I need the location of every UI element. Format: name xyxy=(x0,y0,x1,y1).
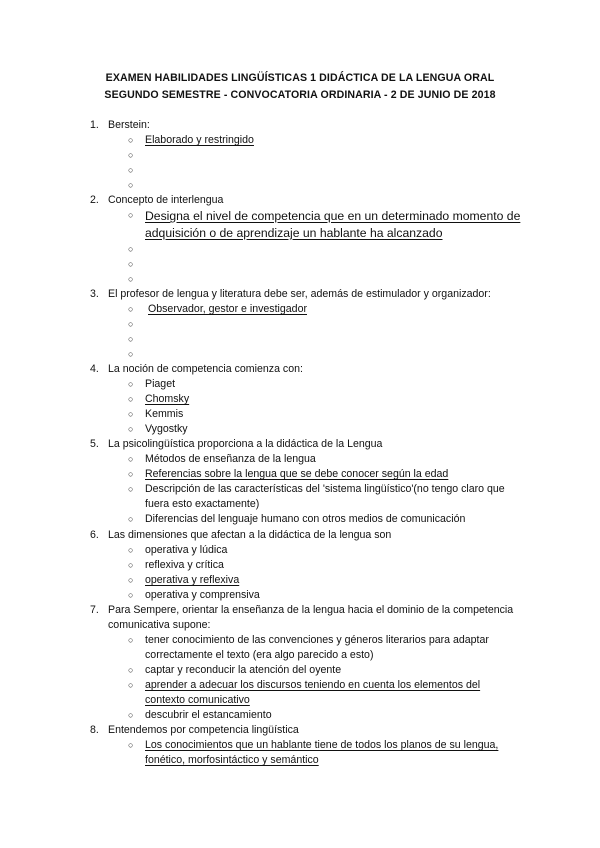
bullet-icon: ○ xyxy=(128,740,134,750)
option-text: Los conocimientos que un hablante tiene de todos los planos de su lengua, fonético, morfosintáctico y semántico xyxy=(145,739,499,766)
bullet-icon: ○ xyxy=(128,165,134,175)
question-text: La psicolingüística proporciona a la didáctica de la Lengua xyxy=(108,438,383,450)
question-number: 8. xyxy=(90,724,99,736)
exam-subtitle: SEGUNDO SEMESTRE - CONVOCATORIA ORDINARIA - 2 DE JUNIO DE 2018 xyxy=(104,89,496,101)
bullet-icon: ○ xyxy=(128,424,134,434)
question-text: El profesor de lengua y literatura debe ser, además de estimulador y organizador: xyxy=(108,288,491,300)
option-text: Descripción de las características del 'sistema lingüístico'(no tengo claro que fuera esto exactamente) xyxy=(145,483,505,510)
bullet-icon: ○ xyxy=(128,274,134,284)
question-text: Berstein: xyxy=(108,119,150,131)
bullet-icon: ○ xyxy=(128,379,134,389)
option-text: Observador, gestor e investigador xyxy=(148,303,307,315)
bullet-icon: ○ xyxy=(128,680,134,690)
question-text: Concepto de interlengua xyxy=(108,194,224,206)
option-text: operativa y comprensiva xyxy=(145,589,260,601)
bullet-icon: ○ xyxy=(128,210,134,220)
option-text: Métodos de enseñanza de la lengua xyxy=(145,453,316,465)
bullet-icon: ○ xyxy=(128,545,134,555)
bullet-icon: ○ xyxy=(128,319,134,329)
bullet-icon: ○ xyxy=(128,710,134,720)
bullet-icon: ○ xyxy=(128,409,134,419)
option-text: reflexiva y crítica xyxy=(145,559,224,571)
option-text: Elaborado y restringido xyxy=(145,134,254,146)
option-text: Referencias sobre la lengua que se debe conocer según la edad xyxy=(145,468,449,480)
option-text: Vygostky xyxy=(145,423,188,435)
bullet-icon: ○ xyxy=(128,304,134,314)
bullet-icon: ○ xyxy=(128,665,134,675)
bullet-icon: ○ xyxy=(128,560,134,570)
question-text: Para Sempere, orientar la enseñanza de la lengua hacia el dominio de la competencia comunicativa supone: xyxy=(108,604,514,631)
bullet-icon: ○ xyxy=(128,180,134,190)
question-number: 4. xyxy=(90,363,99,375)
question-number: 7. xyxy=(90,604,99,616)
bullet-icon: ○ xyxy=(128,244,134,254)
bullet-icon: ○ xyxy=(128,635,134,645)
option-text: captar y reconducir la atención del oyente xyxy=(145,664,342,676)
bullet-icon: ○ xyxy=(128,575,134,585)
bullet-icon: ○ xyxy=(128,590,134,600)
option-text: Kemmis xyxy=(145,408,184,420)
bullet-icon: ○ xyxy=(128,349,134,359)
question-number: 1. xyxy=(90,119,99,131)
question-number: 2. xyxy=(90,194,99,206)
question-number: 6. xyxy=(90,529,99,541)
option-text: operativa y lúdica xyxy=(145,544,228,556)
bullet-icon: ○ xyxy=(128,259,134,269)
bullet-icon: ○ xyxy=(128,469,134,479)
bullet-icon: ○ xyxy=(128,394,134,404)
bullet-icon: ○ xyxy=(128,150,134,160)
question-number: 5. xyxy=(90,438,99,450)
question-text: Entendemos por competencia lingüística xyxy=(108,724,299,736)
bullet-icon: ○ xyxy=(128,514,134,524)
bullet-icon: ○ xyxy=(128,135,134,145)
option-text: Piaget xyxy=(145,378,176,390)
bullet-icon: ○ xyxy=(128,454,134,464)
bullet-icon: ○ xyxy=(128,334,134,344)
option-text: operativa y reflexiva xyxy=(145,574,240,586)
option-text: Diferencias del lenguaje humano con otros medios de comunicación xyxy=(145,513,466,525)
option-text: aprender a adecuar los discursos teniendo en cuenta los elementos del contexto comunicativo xyxy=(145,679,481,706)
option-text: descubrir el estancamiento xyxy=(145,709,272,721)
option-text: tener conocimiento de las convenciones y géneros literarios para adaptar correctamente el texto (era algo parecido a esto) xyxy=(145,634,489,661)
bullet-icon: ○ xyxy=(128,484,134,494)
option-text: Designa el nivel de competencia que en un determinado momento de adquisición o de aprendizaje un hablante ha alcanzado xyxy=(145,209,521,240)
question-number: 3. xyxy=(90,288,99,300)
question-text: La noción de competencia comienza con: xyxy=(108,363,303,375)
exam-title: EXAMEN HABILIDADES LINGÜÍSTICAS 1 DIDÁCTICA DE LA LENGUA ORAL xyxy=(105,72,495,84)
question-text: Las dimensiones que afectan a la didáctica de la lengua son xyxy=(108,529,392,541)
option-text: Chomsky xyxy=(145,393,190,405)
